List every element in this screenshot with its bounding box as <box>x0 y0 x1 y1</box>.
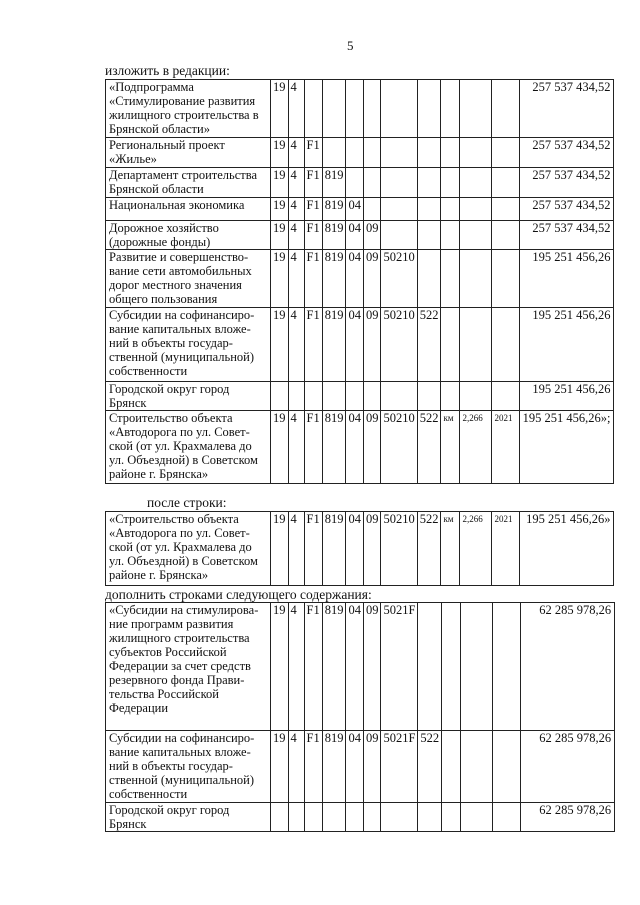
code-cell-c1 <box>271 382 289 411</box>
code-cell-c9 <box>441 198 460 221</box>
table-row <box>106 250 614 308</box>
row-name-cell: Развитие и совершенство- вание сети автомобильных дорог местного значения общего пользования <box>106 250 271 308</box>
amount-cell: 195 251 456,26 <box>520 308 614 382</box>
code-cell-c4: 819 <box>322 731 346 803</box>
code-cell-c3: F1 <box>304 731 322 803</box>
code-cell-c6 <box>363 168 381 198</box>
code-cell-c1: 19 <box>271 168 289 198</box>
code-cell-c2: 4 <box>288 603 304 731</box>
table-row <box>106 512 614 586</box>
code-cell-c11 <box>492 138 520 168</box>
code-cell-c11 <box>492 250 520 308</box>
caption-third: дополнить строками следующего содержания: <box>105 587 372 602</box>
code-cell-c6 <box>363 80 381 138</box>
code-cell-c4: 819 <box>322 512 346 586</box>
code-cell-c5 <box>346 168 364 198</box>
code-cell-c6: 09 <box>363 512 381 586</box>
code-cell-c6: 09 <box>363 308 381 382</box>
code-cell-c7 <box>381 382 417 411</box>
code-cell-c3: F1 <box>304 198 322 221</box>
code-cell-c9 <box>442 731 461 803</box>
code-cell-c4: 819 <box>322 168 346 198</box>
code-cell-c3: F1 <box>304 603 322 731</box>
code-cell-c6: 09 <box>363 221 381 250</box>
budget-table-main <box>105 79 614 484</box>
code-cell-c7 <box>381 168 417 198</box>
code-cell-c8: 522 <box>417 411 441 484</box>
code-cell-c7: 50210 <box>381 250 417 308</box>
row-name-cell: Департамент строительства Брянской области <box>106 168 271 198</box>
code-cell-c9 <box>441 382 460 411</box>
code-cell-c11: 2021 <box>492 512 520 586</box>
code-cell-c10: 2,266 <box>460 411 492 484</box>
code-cell-c10 <box>460 308 492 382</box>
code-cell-c3: F1 <box>304 221 322 250</box>
code-cell-c4 <box>322 138 346 168</box>
code-cell-c11 <box>493 803 521 832</box>
code-cell-c1: 19 <box>271 198 289 221</box>
code-cell-c7: 50210 <box>381 411 417 484</box>
code-cell-c5: 04 <box>346 512 364 586</box>
code-cell-c11 <box>492 80 520 138</box>
table-row <box>106 168 614 198</box>
code-cell-c3 <box>304 382 322 411</box>
code-cell-c7: 50210 <box>381 512 417 586</box>
code-cell-c3: F1 <box>304 168 322 198</box>
row-name-cell: Дорожное хозяйство (дорожные фонды) <box>106 221 271 250</box>
code-cell-c7 <box>381 80 417 138</box>
code-cell-c11 <box>492 168 520 198</box>
code-cell-c10 <box>461 603 493 731</box>
code-cell-c10 <box>460 382 492 411</box>
code-cell-c1: 19 <box>271 308 289 382</box>
code-cell-c6: 09 <box>363 411 381 484</box>
code-cell-c7: 5021F <box>381 731 418 803</box>
code-cell-c9 <box>441 138 460 168</box>
code-cell-c1: 19 <box>271 603 289 731</box>
row-name-cell: Городской округ город Брянск <box>106 803 271 832</box>
amount-cell: 195 251 456,26» <box>520 512 614 586</box>
code-cell-c8 <box>418 603 442 731</box>
amount-cell: 195 251 456,26 <box>520 250 614 308</box>
row-name-cell: Субсидии на софинансиро- вание капитальных вложе- ний в объекты государ- ственной (муниципальной) собственности <box>106 731 271 803</box>
table-row <box>106 731 615 803</box>
code-cell-c3: F1 <box>304 411 322 484</box>
code-cell-c2 <box>288 803 304 832</box>
code-cell-c7 <box>381 803 418 832</box>
code-cell-c5: 04 <box>346 198 364 221</box>
code-cell-c4 <box>322 803 346 832</box>
table-row <box>106 198 614 221</box>
code-cell-c8 <box>417 198 441 221</box>
code-cell-c2: 4 <box>288 250 304 308</box>
code-cell-c5 <box>346 382 364 411</box>
code-cell-c8: 522 <box>418 731 442 803</box>
code-cell-c2 <box>288 382 304 411</box>
code-cell-c8 <box>417 250 441 308</box>
amount-cell: 257 537 434,52 <box>520 80 614 138</box>
caption-first: изложить в редакции: <box>105 63 230 78</box>
code-cell-c3: F1 <box>304 250 322 308</box>
code-cell-c2: 4 <box>288 308 304 382</box>
code-cell-c1: 19 <box>271 138 289 168</box>
code-cell-c4 <box>322 382 346 411</box>
code-cell-c7 <box>381 221 417 250</box>
amount-cell: 62 285 978,26 <box>521 603 615 731</box>
code-cell-c11 <box>492 221 520 250</box>
code-cell-c5 <box>346 138 364 168</box>
budget-table-after-row <box>105 511 614 586</box>
amount-cell: 257 537 434,52 <box>520 221 614 250</box>
amount-cell: 62 285 978,26 <box>521 803 615 832</box>
code-cell-c10 <box>460 80 492 138</box>
table-row <box>106 221 614 250</box>
code-cell-c9: км <box>441 411 460 484</box>
code-cell-c3: F1 <box>304 138 322 168</box>
code-cell-c8 <box>417 168 441 198</box>
row-name-cell: Строительство объекта «Автодорога по ул. Совет- ской (от ул. Крахмалева до ул. Объездной) в Советском районе г. Брянска» <box>106 411 271 484</box>
code-cell-c9 <box>441 168 460 198</box>
row-name-cell: Городской округ город Брянск <box>106 382 271 411</box>
code-cell-c7: 5021F <box>381 603 418 731</box>
code-cell-c9 <box>441 221 460 250</box>
code-cell-c4: 819 <box>322 411 346 484</box>
code-cell-c6: 09 <box>363 250 381 308</box>
page-number: 5 <box>347 38 354 53</box>
code-cell-c10 <box>460 168 492 198</box>
amount-cell: 257 537 434,52 <box>520 198 614 221</box>
amount-cell: 195 251 456,26»; <box>520 411 614 484</box>
code-cell-c5: 04 <box>346 221 364 250</box>
row-name-cell: «Субсидии на стимулирова- ние программ развития жилищного строительства субъектов Российской Федерации за счет средств резервного фонда Прави- тельства Российской Федерации <box>106 603 271 731</box>
code-cell-c2: 4 <box>288 411 304 484</box>
amount-cell: 257 537 434,52 <box>520 168 614 198</box>
budget-table-added-rows <box>105 602 615 832</box>
code-cell-c9 <box>441 250 460 308</box>
table-row <box>106 382 614 411</box>
code-cell-c8: 522 <box>417 308 441 382</box>
row-name-cell: Региональный проект «Жилье» <box>106 138 271 168</box>
code-cell-c6 <box>363 803 381 832</box>
row-name-cell: «Строительство объекта «Автодорога по ул. Совет- ской (от ул. Крахмалева до ул. Объездной) в Советском районе г. Брянска» <box>106 512 271 586</box>
code-cell-c8 <box>418 803 442 832</box>
code-cell-c11: 2021 <box>492 411 520 484</box>
code-cell-c6 <box>363 382 381 411</box>
code-cell-c3 <box>304 80 322 138</box>
code-cell-c3 <box>304 803 322 832</box>
code-cell-c2: 4 <box>288 512 304 586</box>
table-row <box>106 80 614 138</box>
code-cell-c6: 09 <box>363 603 381 731</box>
code-cell-c3: F1 <box>304 512 322 586</box>
row-name-cell: «Подпрограмма «Стимулирование развития жилищного строительства в Брянской области» <box>106 80 271 138</box>
table-row <box>106 308 614 382</box>
row-name-cell: Национальная экономика <box>106 198 271 221</box>
code-cell-c5 <box>346 80 364 138</box>
code-cell-c8 <box>417 80 441 138</box>
code-cell-c7 <box>381 138 417 168</box>
code-cell-c1: 19 <box>271 411 289 484</box>
code-cell-c4: 819 <box>322 221 346 250</box>
code-cell-c6: 09 <box>363 731 381 803</box>
code-cell-c5 <box>346 803 364 832</box>
code-cell-c5: 04 <box>346 731 364 803</box>
code-cell-c8: 522 <box>417 512 441 586</box>
code-cell-c9 <box>441 308 460 382</box>
code-cell-c2: 4 <box>288 731 304 803</box>
code-cell-c5: 04 <box>346 250 364 308</box>
amount-cell: 257 537 434,52 <box>520 138 614 168</box>
code-cell-c4 <box>322 80 346 138</box>
code-cell-c6 <box>363 198 381 221</box>
code-cell-c2: 4 <box>288 198 304 221</box>
code-cell-c3: F1 <box>304 308 322 382</box>
code-cell-c10 <box>461 731 493 803</box>
table-row <box>106 138 614 168</box>
code-cell-c10 <box>460 198 492 221</box>
code-cell-c5: 04 <box>346 603 364 731</box>
code-cell-c9 <box>442 603 461 731</box>
code-cell-c4: 819 <box>322 250 346 308</box>
code-cell-c2: 4 <box>288 80 304 138</box>
code-cell-c1: 19 <box>271 731 289 803</box>
table-row <box>106 803 615 832</box>
code-cell-c11 <box>493 603 521 731</box>
table-row <box>106 411 614 484</box>
code-cell-c2: 4 <box>288 221 304 250</box>
code-cell-c1: 19 <box>271 80 289 138</box>
code-cell-c11 <box>492 382 520 411</box>
code-cell-c7 <box>381 198 417 221</box>
code-cell-c10: 2,266 <box>460 512 492 586</box>
code-cell-c1: 19 <box>271 221 289 250</box>
code-cell-c9 <box>441 80 460 138</box>
code-cell-c2: 4 <box>288 168 304 198</box>
code-cell-c8 <box>417 221 441 250</box>
code-cell-c6 <box>363 138 381 168</box>
code-cell-c8 <box>417 138 441 168</box>
code-cell-c11 <box>492 308 520 382</box>
code-cell-c1: 19 <box>271 250 289 308</box>
code-cell-c9 <box>442 803 461 832</box>
code-cell-c10 <box>460 250 492 308</box>
row-name-cell: Субсидии на софинансиро- вание капитальных вложе- ний в объекты государ- ственной (муниципальной) собственности <box>106 308 271 382</box>
code-cell-c4: 819 <box>322 603 346 731</box>
code-cell-c1: 19 <box>271 512 289 586</box>
code-cell-c10 <box>460 221 492 250</box>
code-cell-c11 <box>492 198 520 221</box>
code-cell-c8 <box>417 382 441 411</box>
code-cell-c5: 04 <box>346 411 364 484</box>
table-row <box>106 603 615 731</box>
code-cell-c4: 819 <box>322 308 346 382</box>
code-cell-c4: 819 <box>322 198 346 221</box>
code-cell-c1 <box>271 803 289 832</box>
code-cell-c10 <box>461 803 493 832</box>
code-cell-c2: 4 <box>288 138 304 168</box>
code-cell-c9: км <box>441 512 460 586</box>
amount-cell: 62 285 978,26 <box>521 731 615 803</box>
code-cell-c10 <box>460 138 492 168</box>
code-cell-c11 <box>493 731 521 803</box>
code-cell-c5: 04 <box>346 308 364 382</box>
caption-second: после строки: <box>147 495 227 510</box>
amount-cell: 195 251 456,26 <box>520 382 614 411</box>
code-cell-c7: 50210 <box>381 308 417 382</box>
